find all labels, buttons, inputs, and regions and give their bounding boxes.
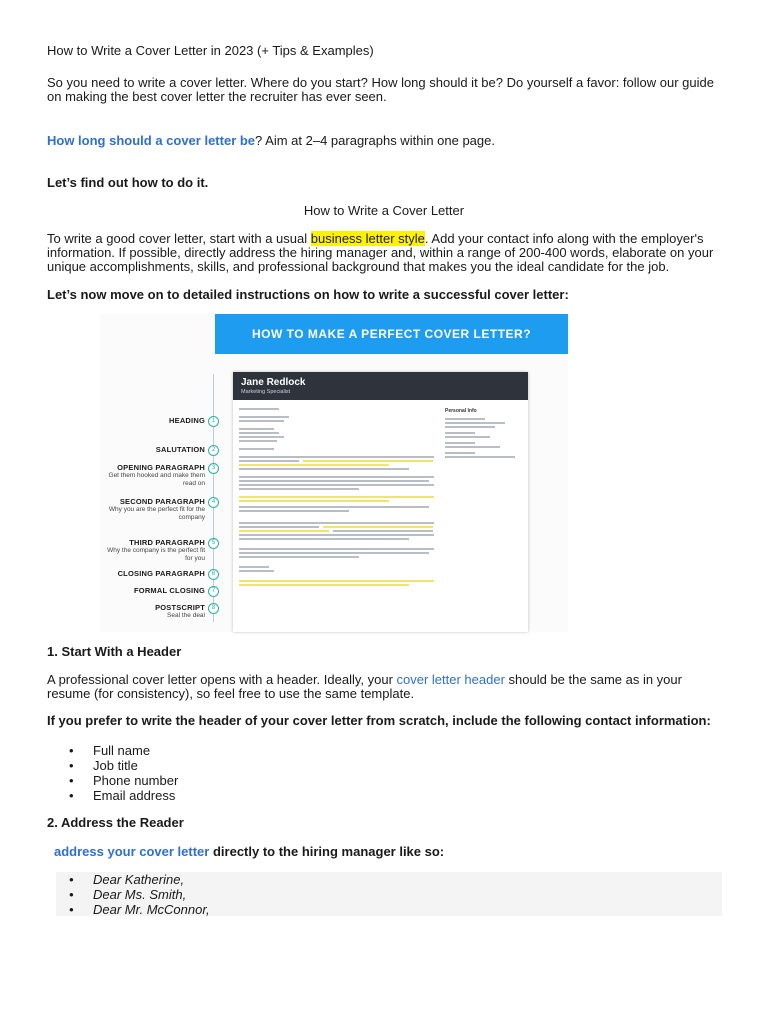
step-2-marker: 2 (208, 445, 219, 456)
address-text: directly to the hiring manager like so: (209, 844, 445, 859)
list-item: • Dear Katherine, (47, 872, 210, 887)
list-item: • Dear Ms. Smith, (47, 887, 210, 902)
intro-paragraph: So you need to write a cover letter. Where do you start? How long should it be? Do yourself a favor: follow our guide on making the best cover letter the recruiter has ever seen. (47, 75, 714, 104)
list-item: • Full name (47, 743, 178, 758)
address-cover-letter-link[interactable]: address your cover letter (54, 844, 210, 859)
step-8-marker: 8 (208, 603, 219, 614)
list-item: • Dear Mr. McConnor, (47, 902, 210, 917)
sample-letter-header (233, 372, 528, 400)
length-paragraph (47, 134, 727, 148)
label-third-paragraph: THIRD PARAGRAPH Why the company is the perfect fit for you (107, 538, 205, 562)
section-caption: How to Write a Cover Letter (303, 203, 465, 218)
header-paragraph (47, 673, 727, 701)
p1-end: . Add your contact info along with the employer's information. If possible, directly address the hiring manager and, within a range of 200-400 words, elaborate on your unique accomplishments, skills, and professional background that makes you the ideal candidate for the job. (47, 231, 714, 274)
list-item: • Phone number (47, 773, 178, 788)
sample-cover-letter (233, 372, 528, 632)
label-postscript: POSTSCRIPT Seal the deal (155, 603, 205, 619)
section-2-heading: 2. Address the Reader (47, 815, 184, 830)
sample-personal-info (445, 408, 523, 414)
step-7-marker: 7 (208, 586, 219, 597)
p1-start: To write a good cover letter, start with a usual (47, 231, 311, 246)
list-item: • Email address (47, 788, 178, 803)
infographic-title: HOW TO MAKE A PERFECT COVER LETTER? (251, 327, 532, 341)
label-heading: HEADING (169, 416, 205, 425)
label-opening-paragraph: OPENING PARAGRAPH Get them hooked and make them read on (108, 463, 205, 487)
list-item: • Job title (47, 758, 178, 773)
p2-start: A professional cover letter opens with a header. Ideally, your (47, 672, 397, 687)
prefer-heading: If you prefer to write the header of your cover letter from scratch, include the following contact information: (47, 713, 711, 728)
cover-letter-header-link[interactable]: cover letter header (396, 672, 505, 687)
step-4-marker: 4 (208, 497, 219, 508)
label-closing-paragraph: CLOSING PARAGRAPH (117, 569, 205, 578)
label-second-paragraph: SECOND PARAGRAPH Why you are the perfect fit for the company (108, 497, 205, 521)
address-paragraph (54, 845, 734, 859)
personal-info-heading: Personal Info (445, 408, 477, 414)
length-link[interactable]: How long should a cover letter be (47, 133, 256, 148)
p2-end: should be the same as in your resume (for consistency), so feel free to use the same template. (47, 672, 682, 701)
move-on-heading: Let’s now move on to detailed instructions on how to write a successful cover letter: (47, 287, 569, 302)
greetings-list (47, 872, 210, 917)
sample-role: Marketing Specialist (241, 389, 291, 395)
infographic-banner (215, 314, 568, 354)
section-1-heading: 1. Start With a Header (47, 644, 182, 659)
business-letter-style-highlight[interactable]: business letter style (310, 231, 425, 246)
label-salutation: SALUTATION (155, 445, 205, 454)
label-formal-closing: FORMAL CLOSING (134, 586, 205, 595)
find-out-heading: Let’s find out how to do it. (47, 175, 209, 190)
step-5-marker: 5 (208, 538, 219, 549)
length-text: ? Aim at 2–4 paragraphs within one page. (255, 133, 495, 148)
step-6-marker: 6 (208, 569, 219, 580)
sample-name: Jane Redlock (241, 377, 306, 388)
cover-letter-infographic (100, 314, 568, 632)
document-title: How to Write a Cover Letter in 2023 (+ Tips & Examples) (47, 43, 374, 58)
contact-info-list (47, 743, 178, 803)
step-1-marker: 1 (208, 416, 219, 427)
step-3-marker: 3 (208, 463, 219, 474)
first-paragraph (47, 232, 727, 274)
